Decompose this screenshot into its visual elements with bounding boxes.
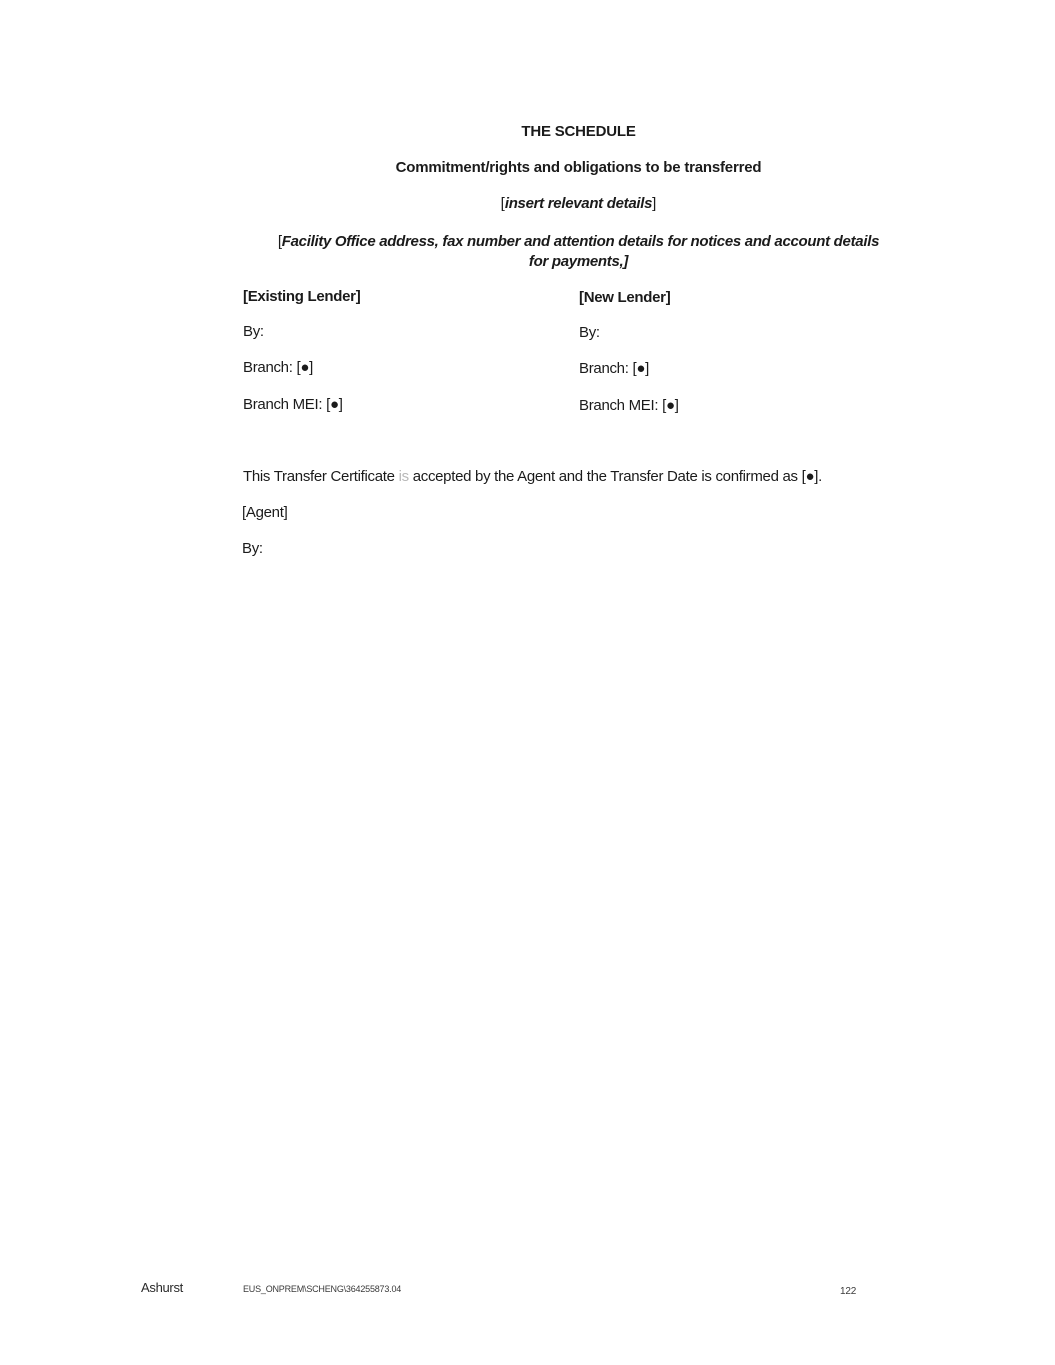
insert-details-line: [insert relevant details] xyxy=(500,195,657,212)
facility-note-line-2: for payments,] xyxy=(528,253,629,270)
acceptance-text-2: accepted by the Agent and the Transfer Date is confirmed as [●]. xyxy=(408,468,822,485)
facility-note-text-2: for payments, xyxy=(528,253,624,270)
existing-lender-branch: Branch: [●] xyxy=(243,359,313,376)
schedule-subtitle: Commitment/rights and obligations to be transferred xyxy=(395,159,762,176)
acceptance-text-1: This Transfer Certificate xyxy=(243,468,399,485)
footer-doc-reference: EUS_ONPREM\SCHENG\364255873.04 xyxy=(243,1284,402,1294)
facility-note-text-1: Facility Office address, fax number and attention details for notices and account details xyxy=(281,233,880,250)
new-lender-branch: Branch: [●] xyxy=(579,360,649,377)
new-lender-by: By: xyxy=(579,324,600,341)
acceptance-statement xyxy=(243,468,822,485)
agent-label: [Agent] xyxy=(242,504,288,521)
acceptance-text-faded: is xyxy=(398,468,409,485)
facility-note-line-1: [Facility Office address, fax number and attention details for notices and account details xyxy=(277,233,880,250)
schedule-title: THE SCHEDULE xyxy=(521,123,636,140)
existing-lender-heading: [Existing Lender] xyxy=(243,288,361,305)
agent-by: By: xyxy=(242,540,263,557)
footer-page-number: 122 xyxy=(840,1286,857,1297)
new-lender-branch-mei: Branch MEI: [●] xyxy=(579,397,679,414)
facility-office-note xyxy=(242,232,915,272)
footer-firm-name: Ashurst xyxy=(141,1280,183,1295)
new-lender-heading: [New Lender] xyxy=(579,289,671,306)
insert-details-text: insert relevant details xyxy=(504,195,653,212)
existing-lender-by: By: xyxy=(243,323,264,340)
existing-lender-branch-mei: Branch MEI: [●] xyxy=(243,396,343,413)
